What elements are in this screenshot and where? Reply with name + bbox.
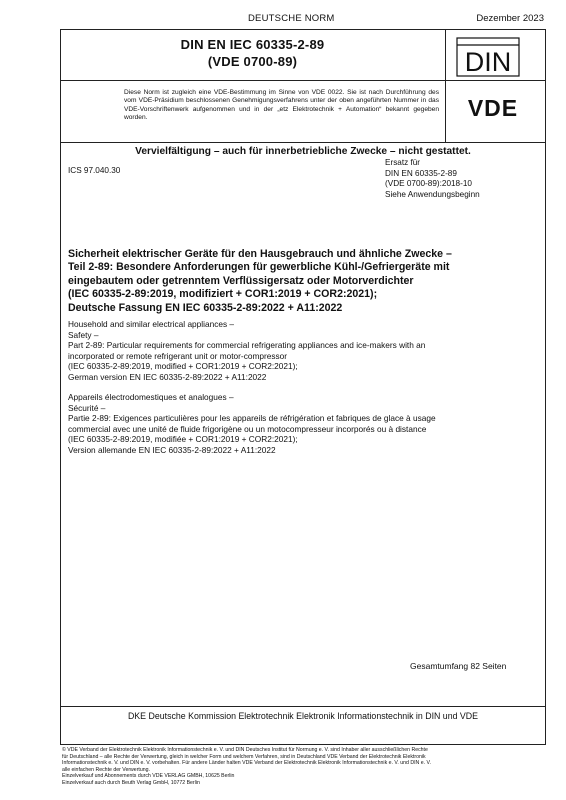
french-title-line: Appareils électrodomestiques et analogues –	[68, 392, 234, 402]
sales-info-line: Einzelverkauf und Abonnements durch VDE VERLAG GMBH, 10625 Berlin	[62, 773, 235, 780]
replaced-vde-number: (VDE 0700-89):2018-10	[385, 179, 472, 189]
replaced-standard: DIN EN 60335-2-89	[385, 168, 457, 178]
total-page-count: Gesamtumfang 82 Seiten	[410, 661, 507, 671]
sales-info-line: Einzelverkauf auch durch Beuth Verlag GmbH, 10772 Berlin	[62, 779, 200, 786]
german-title-line: Teil 2-89: Besondere Anforderungen für gewerbliche Kühl-/Gefriergeräte mit	[68, 261, 450, 274]
din-logo	[456, 37, 520, 77]
german-title	[68, 248, 538, 315]
english-title-line: German version EN IEC 60335-2-89:2022 + A11:2022	[68, 371, 267, 382]
vde-classification-number: (VDE 0700-89)	[207, 54, 298, 69]
english-title	[68, 319, 538, 382]
french-title-line: Version allemande EN IEC 60335-2-89:2022 + A11:2022	[68, 444, 276, 455]
vde-notice-cell	[60, 81, 446, 142]
copyright-line: © VDE Verband der Elektrotechnik Elektronik Informationstechnik e. V. und DIN Deutsches Institut für Normung e. V. sind Inhaber aller ausschließlichen Rechte	[62, 747, 428, 753]
document-number: DIN EN IEC 60335-2-89	[180, 37, 325, 52]
din-logo-text: DIN	[464, 47, 512, 77]
replacement-label: Ersatz für	[385, 158, 421, 167]
english-title-line: Safety –	[68, 329, 99, 340]
reproduction-notice: Vervielfältigung – auch für innerbetriebliche Zwecke – nicht gestattet.	[135, 146, 471, 157]
english-title-line: incorporated or remote refrigerant unit or motor-compressor	[68, 350, 288, 361]
norm-type-label: DEUTSCHE NORM	[248, 13, 335, 24]
copyright-line: Informationstechnik e. V. und DIN e. V. vorbehalten. Für andere Länder halten VDE Verband der Elektrotechnik Elektronik Informationstechnik e. V. und DIN e. V.	[62, 760, 431, 767]
english-title-line: Household and similar electrical appliances –	[68, 319, 235, 329]
german-title-line: Sicherheit elektrischer Geräte für den Hausgebrauch und ähnliche Zwecke –	[68, 248, 452, 260]
copyright-line: alle einfachen Rechte der Verwertung.	[62, 766, 150, 773]
vde-logo-text: VDE	[467, 96, 519, 120]
french-title	[68, 392, 538, 455]
vde-notice-text: Diese Norm ist zugleich eine VDE-Bestimmung im Sinne von VDE 0022. Sie ist nach Durchführung des vom VDE-Präsidium beschlossenen Genehmigungsverfahrens unter der oben angeführten Nummer in das VDE-Vorschriftenwerk aufgenommen und in der „etz Elektrotechnik + Automation“ bekannt gegeben worden.	[124, 89, 439, 121]
english-title-line: (IEC 60335-2-89:2019, modified + COR1:2019 + COR2:2021);	[68, 361, 298, 371]
french-title-line: commercial avec une unité de fluide frigorigène ou un motocompresseur incorporés ou à distance	[68, 423, 427, 434]
ics-code: ICS 97.040.30	[68, 166, 121, 175]
copyright-line: für Deutschland – alle Rechte der Verwertung, gleich in welcher Form und welchem Verfahren, sind in Deutschland VDE Verband der Elektrotechnik Elektronik	[62, 753, 426, 760]
footer-divider	[60, 706, 546, 707]
vde-logo	[452, 96, 534, 120]
french-title-line: Sécurité –	[68, 402, 106, 413]
english-title-line: Part 2-89: Particular requirements for commercial refrigerating appliances and ice-makers with an	[68, 340, 426, 350]
german-title-line: eingebautem oder getrenntem Verflüssigersatz oder Motorverdichter	[68, 274, 414, 287]
german-title-line: Deutsche Fassung EN IEC 60335-2-89:2022 + A11:2022	[68, 301, 343, 314]
copyright-notice	[62, 747, 548, 787]
german-title-line: (IEC 60335-2-89:2019, modifiziert + COR1:2019 + COR2:2021);	[68, 288, 378, 301]
publication-date: Dezember 2023	[476, 13, 544, 24]
french-title-line: Partie 2-89: Exigences particulières pour les appareils de réfrigération et fabriques de glace à usage	[68, 413, 436, 423]
french-title-line: (IEC 60335-2-89:2019, modifiée + COR1:2019 + COR2:2021);	[68, 434, 298, 444]
replacement-note: Siehe Anwendungsbeginn	[385, 189, 480, 199]
dke-line: DKE Deutsche Kommission Elektrotechnik Elektronik Informationstechnik in DIN und VDE	[127, 711, 479, 721]
title-cell	[60, 29, 446, 80]
replacement-info	[385, 158, 480, 200]
